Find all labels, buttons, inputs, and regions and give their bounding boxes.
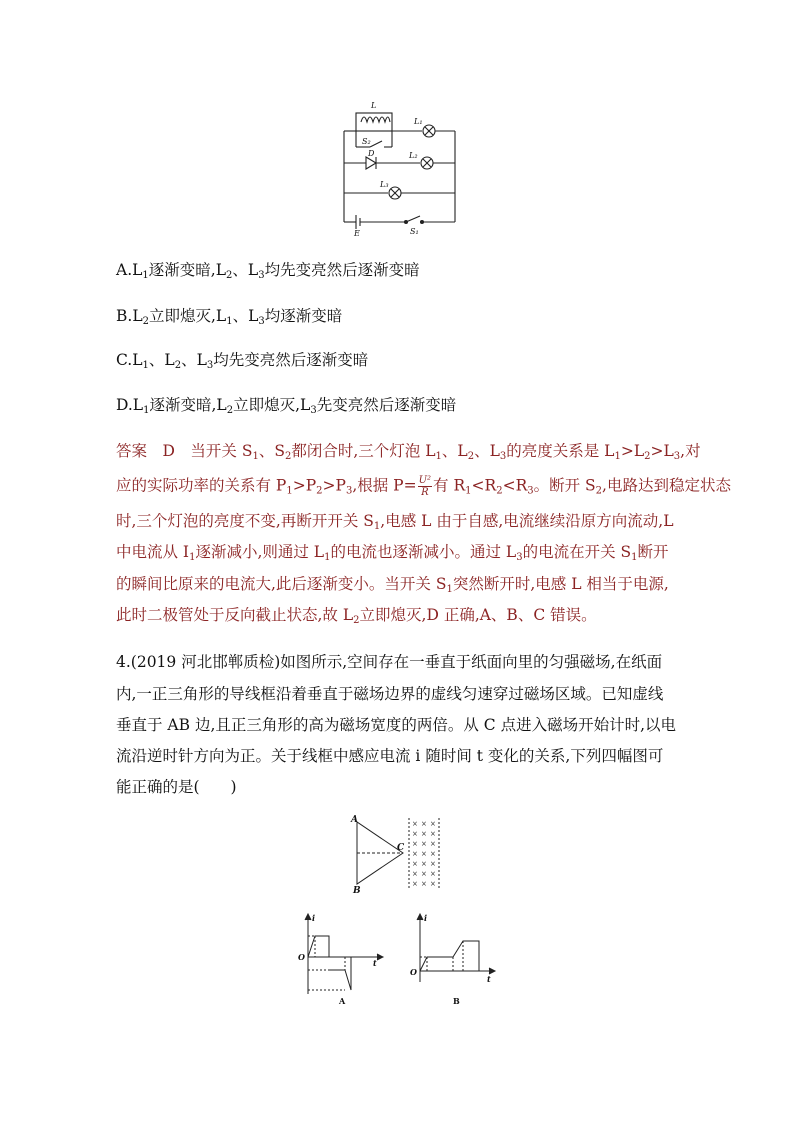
question4-line-2: 内,一正三角形的导线框沿着垂直于磁场边界的虚线匀速穿过磁场区域。已知虚线 — [116, 685, 664, 703]
switch2-label: S₂ — [362, 137, 371, 146]
answer-line-2: 应的实际功率的关系有 $P_1>P_2>P_3$,根据 P= $\frac{\text{U²}}{R}$ 有 $R_1<R_2<R_3$。断开 $S_2$,电路达到稳定状态 — [116, 475, 731, 498]
field-cross: × — [421, 880, 427, 888]
battery-label: E — [354, 229, 360, 237]
graph-a-x-label: t — [373, 958, 377, 968]
field-cross: × — [430, 820, 436, 828]
graph-a-current-positive — [308, 936, 329, 957]
field-cross: × — [430, 870, 436, 878]
diode-label: D — [368, 149, 375, 158]
field-cross: × — [412, 850, 418, 858]
answer-line-1: 答案 D 当开关 $S_1$、$S_2$都闭合时,三个灯泡 $L_1$、$L_2$、$L_3$的亮度关系是 $L_1>L_2>L_3$,对 — [116, 442, 701, 462]
graph-b-current — [420, 941, 479, 971]
graph-a-origin: O — [298, 952, 305, 962]
question4-line-1: 4.(2019 河北邯郸质检)如图所示,空间存在一垂直于纸面向里的匀强磁场,在纸面 — [116, 653, 663, 671]
field-cross: × — [421, 840, 427, 848]
field-cross: × — [421, 820, 427, 828]
question4-line-5: 能正确的是( ) — [116, 778, 237, 796]
field-cross: × — [430, 880, 436, 888]
option-c: $C.L_1$、$L_2$、$L_3$均先变亮然后逐渐变暗 — [116, 351, 369, 371]
lamp2-label: L₂ — [409, 151, 418, 160]
lamp3-label: L₃ — [380, 180, 389, 189]
field-cross: × — [412, 870, 418, 878]
inductor-coil — [361, 117, 390, 122]
graph-a-current-negative — [329, 957, 351, 990]
vertex-c-label: C — [397, 843, 405, 853]
inductor-label: L — [371, 101, 377, 110]
lamp1-label: L₁ — [414, 117, 423, 126]
option-a: $A.L_1$逐渐变暗$,L_2$、$L_3$均先变亮然后逐渐变暗 — [116, 261, 420, 281]
power-formula-fraction: $\frac{\text{U²}}{R}$ — [418, 475, 432, 498]
triangle-field-figure — [345, 812, 450, 894]
magnetic-field-crosses — [412, 820, 436, 888]
option-b: $B.L_2$立即熄灭$,L_1$、$L_3$均逐渐变暗 — [116, 307, 343, 327]
switch2-blade — [370, 141, 382, 147]
vertex-b-label: B — [353, 886, 361, 894]
option-d: $D.L_1$逐渐变暗$,L_2$立即熄灭$,L_3$先变亮然后逐渐变暗 — [116, 396, 457, 416]
answer-line-4: 中电流从 $I_1$逐渐减小,则通过 $L_1$的电流也逐渐减小。通过 $L_3$的电流在开关 $S_1$断开 — [116, 543, 669, 563]
vertex-a-label: A — [351, 815, 358, 825]
question4-line-4: 流沿逆时针方向为正。关于线框中感应电流 i 随时间 t 变化的关系,下列四幅图可 — [116, 747, 664, 765]
question4-line-3: 垂直于 AB 边,且正三角形的高为磁场宽度的两倍。从 C 点进入磁场开始计时,以电 — [116, 716, 677, 734]
field-cross: × — [430, 860, 436, 868]
graph-b-origin: O — [410, 967, 417, 977]
field-cross: × — [412, 880, 418, 888]
field-cross: × — [430, 850, 436, 858]
field-cross: × — [412, 860, 418, 868]
field-cross: × — [412, 840, 418, 848]
graph-a-caption: A — [339, 996, 346, 1006]
graph-b-caption: B — [453, 996, 460, 1006]
graph-b — [405, 912, 500, 1007]
switch1-blade — [406, 216, 420, 222]
answer-line-3: 时,三个灯泡的亮度不变,再断开开关 $S_1$,电感 L 由于自感,电流继续沿原方向流动,L — [116, 512, 674, 532]
graph-a — [293, 912, 388, 1007]
field-cross: × — [430, 830, 436, 838]
graph-b-y-label: i — [424, 913, 428, 923]
field-cross: × — [421, 850, 427, 858]
field-cross: × — [421, 830, 427, 838]
switch1-label: S₁ — [410, 227, 419, 236]
graph-a-y-label: i — [312, 913, 316, 923]
field-cross: × — [412, 820, 418, 828]
answer-line-5: 的瞬间比原来的电流大,此后逐渐变小。当开关 $S_1$突然断开时,电感 L 相当于电源, — [116, 575, 669, 595]
graph-b-x-label: t — [487, 974, 491, 984]
circuit-diagram — [330, 95, 470, 237]
answer-line-6: 此时二极管处于反向截止状态,故 $L_2$立即熄灭,D 正确,A、B、C 错误。 — [116, 606, 597, 626]
diode-symbol — [366, 157, 376, 169]
field-cross: × — [421, 860, 427, 868]
field-cross: × — [412, 830, 418, 838]
field-cross: × — [421, 870, 427, 878]
field-cross: × — [430, 840, 436, 848]
